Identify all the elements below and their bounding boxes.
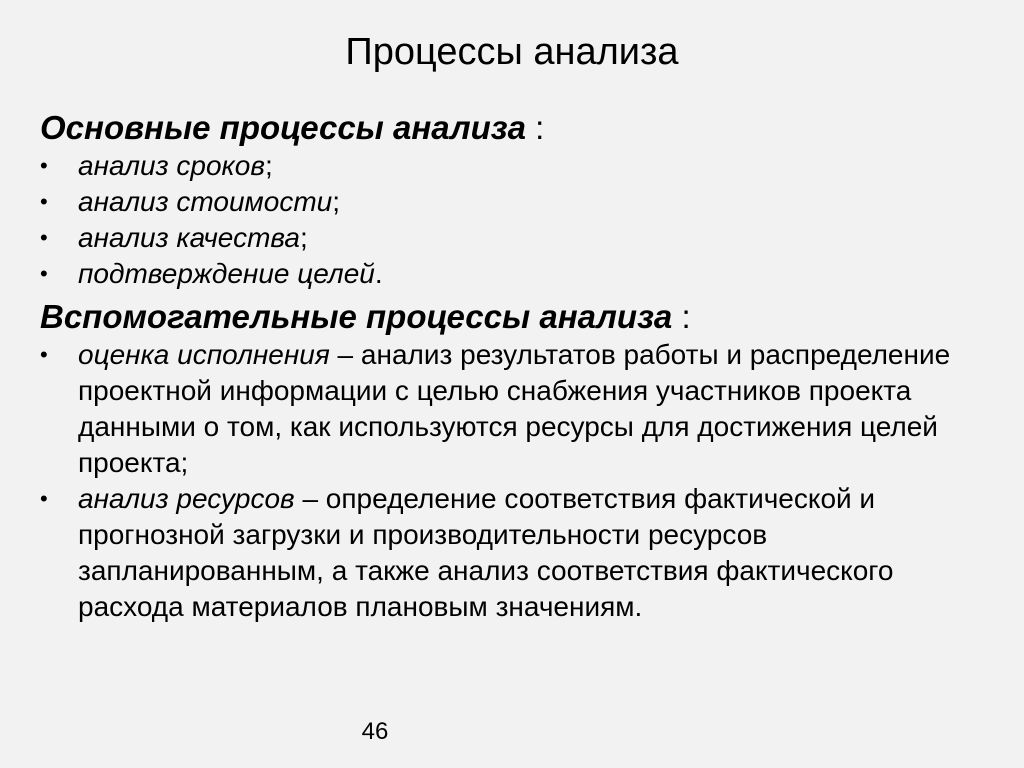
list-item-ending: ; xyxy=(264,150,273,181)
bullet-icon: • xyxy=(40,225,48,250)
bullet-icon: • xyxy=(40,189,48,214)
list-item-ending: ; xyxy=(332,186,340,217)
list-item-text: анализ сроков xyxy=(78,150,265,181)
main-processes-heading-text: Основные процессы анализа xyxy=(40,109,526,146)
list-item xyxy=(40,256,980,292)
list-item-ending: ; xyxy=(299,222,308,253)
page-number: 46 xyxy=(361,718,389,745)
list-item xyxy=(40,148,980,184)
list-item-description: – анализ результатов работы и распределение проектной информации с целью снабжения участников проекта данными о том, как используются ресурсы для достижения целей проекта; xyxy=(78,339,951,478)
slide-title: Процессы анализа xyxy=(345,31,679,73)
bullet-icon: • xyxy=(40,261,48,286)
list-item-text: анализ качества xyxy=(78,222,300,253)
list-item-description: – определение соответствия фактической и прогнозной загрузки и производительности ресурсов запланированным, а также анализ соответствия фактического расхода материалов плановым значениям. xyxy=(78,483,894,622)
list-item-term: оценка исполнения xyxy=(78,339,330,370)
list-item xyxy=(40,481,980,625)
auxiliary-processes-heading xyxy=(40,297,980,337)
list-item-ending: . xyxy=(374,258,383,289)
auxiliary-processes-heading-text: Вспомогательные процессы анализа xyxy=(40,298,673,335)
bullet-icon: • xyxy=(40,153,48,178)
list-item xyxy=(40,184,980,220)
list-item xyxy=(40,337,980,481)
bullet-icon: • xyxy=(40,486,48,511)
auxiliary-processes-section xyxy=(40,297,980,625)
bullet-icon: • xyxy=(40,342,48,367)
list-item-text: подтверждение целей xyxy=(78,258,375,289)
main-processes-heading xyxy=(40,108,980,148)
main-processes-list xyxy=(40,148,980,292)
list-item-term: анализ ресурсов xyxy=(78,483,295,514)
list-item-text: анализ стоимости xyxy=(78,186,333,217)
list-item xyxy=(40,220,980,256)
auxiliary-processes-list xyxy=(40,337,980,625)
heading-colon: : xyxy=(525,109,545,146)
main-processes-section xyxy=(40,108,980,292)
heading-colon: : xyxy=(672,298,691,335)
